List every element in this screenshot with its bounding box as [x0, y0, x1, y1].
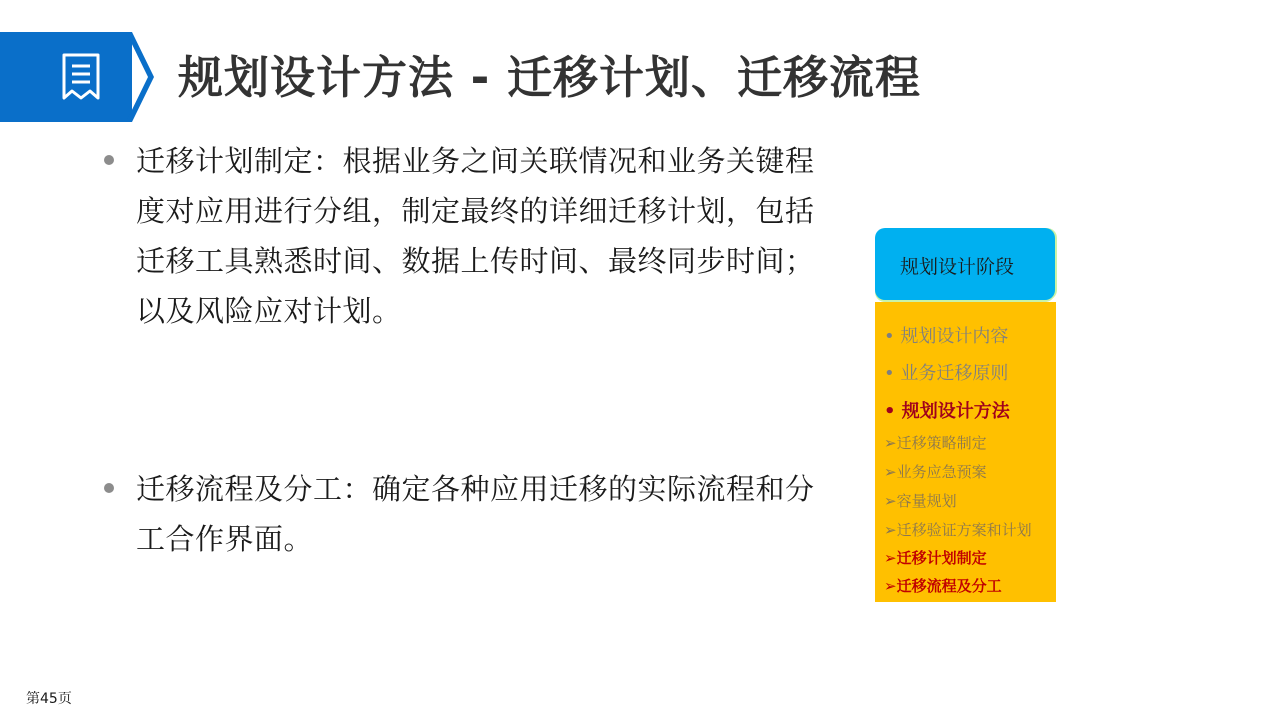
- nav-subitem-verification: ➢迁移验证方案和计划: [884, 521, 1032, 539]
- nav-item-design-methods: • 规划设计方法: [884, 401, 1010, 422]
- nav-panel: [875, 302, 1056, 602]
- nav-subitem-strategy: ➢迁移策略制定: [884, 434, 987, 452]
- nav-subitem-capacity: ➢容量规划: [884, 492, 957, 510]
- stage-tab: [875, 228, 1055, 300]
- document-icon: [60, 52, 102, 102]
- page-number: 第45页: [26, 691, 72, 707]
- page-title: 规划设计方法 - 迁移计划、迁移流程: [178, 51, 922, 104]
- bullet-text: 迁移流程及分工：确定各种应用迁移的实际流程和分工合作界面。: [136, 472, 815, 556]
- nav-subitem-migration-plan: ➢迁移计划制定: [884, 549, 987, 567]
- stage-tab-label: 规划设计阶段: [900, 256, 1015, 278]
- nav-subitem-contingency: ➢业务应急预案: [884, 463, 987, 481]
- nav-item-migration-principles: • 业务迁移原则: [884, 363, 1009, 384]
- nav-item-design-content: • 规划设计内容: [884, 326, 1009, 347]
- nav-subitem-migration-process: ➢迁移流程及分工: [884, 577, 1002, 595]
- header-chevron-icon: [126, 32, 156, 122]
- bullet-text: 迁移计划制定：根据业务之间关联情况和业务关键程度对应用进行分组，制定最终的详细迁移计划，包括迁移工具熟悉时间、数据上传时间、最终同步时间；以及风险应对计划。: [136, 144, 815, 328]
- bullet-dot-icon: [104, 155, 114, 165]
- bullet-item: [104, 136, 834, 336]
- bullet-item: [104, 464, 834, 564]
- bullet-dot-icon: [104, 483, 114, 493]
